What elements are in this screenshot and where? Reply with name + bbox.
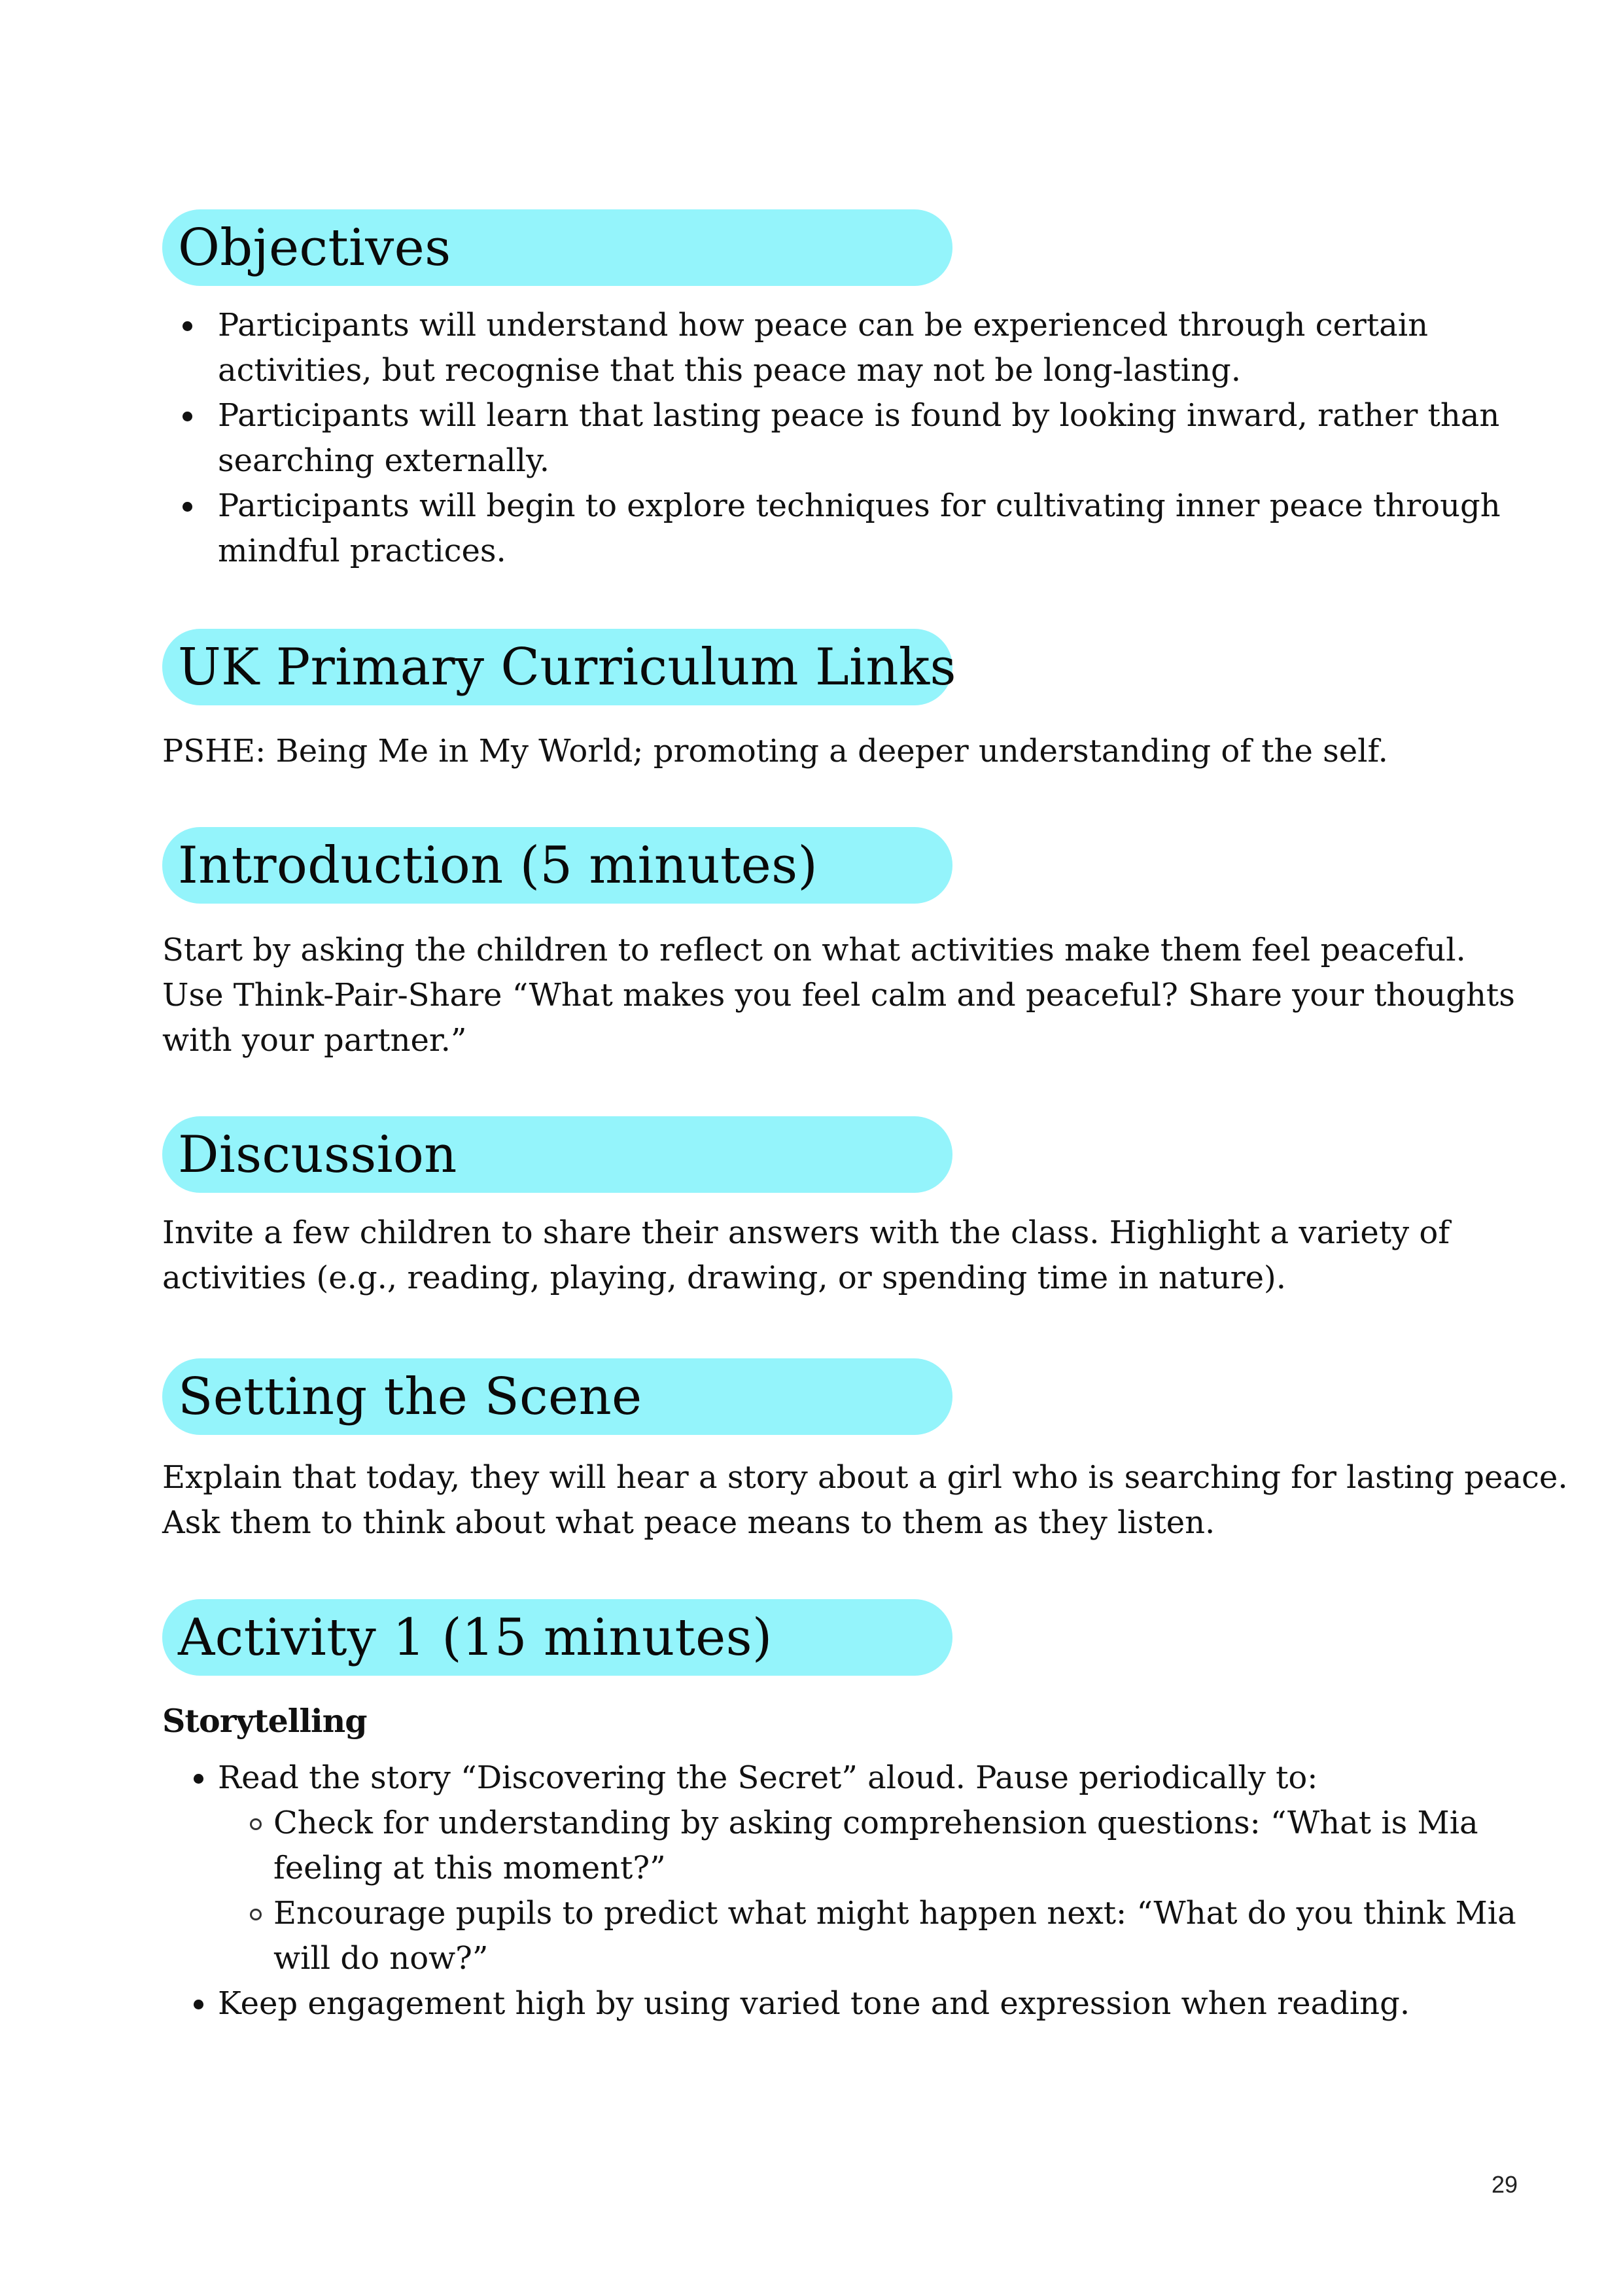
activity1-item-2 [162,1981,1471,2026]
activity1-item-1-text: Read the story “Discovering the Secret” aloud. Pause periodically to: [218,1759,1318,1796]
objective-item-2 [162,393,1500,484]
introduction-line-3: with your partner.” [162,1022,467,1059]
curriculum-paragraph [162,729,1471,774]
discussion-line-1: Invite a few children to share their answers with the class. Highlight a variety of [162,1214,1450,1251]
discussion-line-2: activities (e.g., reading, playing, drawing, or spending time in nature). [162,1260,1287,1296]
objective-3-line-1: Participants will begin to explore techniques for cultivating inner peace through [218,487,1501,524]
introduction-heading [162,827,952,904]
introduction-heading-text: Introduction (5 minutes) [178,836,818,895]
activity1-list [162,1756,1516,2026]
bullet-icon [194,2000,203,2009]
activity1-item-1 [162,1756,1471,1801]
objectives-list [162,303,1501,574]
activity1-heading [162,1599,952,1676]
objective-1-line-2: activities, but recognise that this peace may not be long-lasting. [218,352,1242,389]
discussion-paragraph [162,1210,1471,1301]
page-number: 29 [1492,2171,1518,2198]
objectives-heading [162,209,952,286]
objective-3-line-2: mindful practices. [218,533,506,569]
discussion-heading [162,1116,952,1193]
objective-item-3 [162,484,1501,574]
objectives-heading-text: Objectives [178,218,451,277]
objective-2-line-2: searching externally. [218,442,550,479]
subitem-2-line-1: Encourage pupils to predict what might happen next: “What do you think Mia [273,1895,1516,1932]
setting-paragraph [162,1455,1568,1545]
bullet-icon [183,321,192,331]
setting-line-2: Ask them to think about what peace means to them as they listen. [162,1504,1215,1541]
bullet-icon [183,502,192,512]
hollow-bullet-icon [250,1909,262,1920]
discussion-heading-text: Discussion [178,1125,457,1184]
activity1-subitem-2 [162,1891,1516,1981]
bullet-icon [183,412,192,421]
curriculum-text: PSHE: Being Me in My World; promoting a deeper understanding of the self. [162,733,1388,769]
introduction-paragraph [162,928,1515,1063]
activity1-subitem-1 [162,1801,1478,1891]
subitem-1-line-1: Check for understanding by asking comprehension questions: “What is Mia [273,1805,1478,1841]
activity1-item-2-text: Keep engagement high by using varied tone and expression when reading. [218,1985,1410,2022]
setting-line-1: Explain that today, they will hear a story about a girl who is searching for lasting peace. [162,1459,1568,1496]
bullet-icon [194,1774,203,1784]
setting-heading [162,1358,952,1435]
subitem-1-line-2: feeling at this moment?” [273,1850,666,1886]
subitem-2-line-2: will do now?” [273,1940,489,1977]
activity1-heading-text: Activity 1 (15 minutes) [178,1608,773,1667]
curriculum-heading-text: UK Primary Curriculum Links [178,637,956,697]
introduction-line-2: Use Think-Pair-Share “What makes you feel calm and peaceful? Share your thoughts [162,977,1515,1014]
objective-item-1 [162,303,1471,393]
curriculum-heading [162,629,956,705]
objective-1-line-1: Participants will understand how peace can be experienced through certain [218,307,1429,344]
objective-2-line-1: Participants will learn that lasting peace is found by looking inward, rather than [218,397,1500,434]
hollow-bullet-icon [250,1818,262,1830]
introduction-line-1: Start by asking the children to reflect on what activities make them feel peaceful. [162,932,1466,968]
setting-heading-text: Setting the Scene [178,1367,642,1426]
storytelling-subheading: Storytelling [162,1702,367,1740]
